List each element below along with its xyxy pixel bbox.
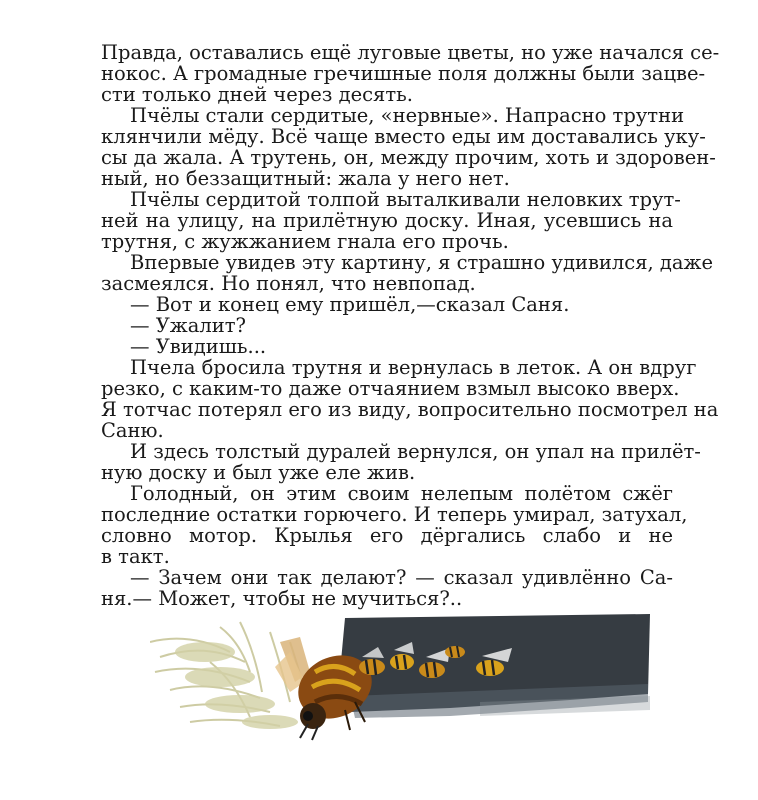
text-line: последние остатки горючего. И теперь умирал, затухал, bbox=[101, 503, 688, 526]
text-line: клянчили мёду. Всё чаще вместо еды им доставались уку- bbox=[101, 125, 706, 148]
text-line: Пчёлы сердитой толпой выталкивали неловких трут- bbox=[130, 188, 681, 211]
grass-tufts bbox=[175, 642, 298, 729]
text-line: Пчела бросила трутня и вернулась в леток. А он вдруг bbox=[130, 356, 697, 379]
text-line: Саню. bbox=[101, 419, 164, 442]
text-line: трутня, с жужжанием гнала его прочь. bbox=[101, 230, 509, 253]
text-line: — Ужалит? bbox=[130, 314, 246, 337]
text-line: словно мотор. Крылья его дёргались слабо и не bbox=[101, 524, 673, 547]
text-line: ную доску и был уже еле жив. bbox=[101, 461, 416, 484]
text-line: Пчёлы стали сердитые, «нервные». Напрасно трутни bbox=[130, 104, 685, 127]
text-line: нокос. А громадные гречишные поля должны были зацве- bbox=[101, 62, 706, 85]
text-line: ный, но беззащитный: жала у него нет. bbox=[101, 167, 510, 190]
text-line: — Увидишь... bbox=[130, 335, 267, 358]
worker-bee bbox=[445, 646, 465, 658]
text-line: сти только дней через десять. bbox=[101, 83, 413, 106]
text-line: Голодный, он этим своим нелепым полётом сжёг bbox=[130, 482, 673, 505]
text-line: ней на улицу, на прилётную доску. Иная, усевшись на bbox=[101, 209, 673, 232]
text-line: — Зачем они так делают? — сказал удивлённо Са- bbox=[130, 566, 673, 589]
text-line: в такт. bbox=[101, 545, 170, 568]
text-line: засмеялся. Но понял, что невпопад. bbox=[101, 272, 476, 295]
text-page bbox=[101, 41, 720, 610]
text-line: Впервые увидев эту картину, я страшно удивился, даже bbox=[130, 251, 714, 274]
text-line: ня.— Может, чтобы не мучиться?.. bbox=[101, 587, 463, 610]
text-line: Я тотчас потерял его из виду, вопросительно посмотрел на bbox=[101, 398, 719, 421]
text-line: резко, с каким-то даже отчаянием взмыл высоко вверх. bbox=[101, 377, 680, 400]
text-line: — Вот и конец ему пришёл,—сказал Саня. bbox=[130, 293, 570, 316]
bee-illustration bbox=[150, 612, 652, 742]
text-line: Правда, оставались ещё луговые цветы, но уже начался се- bbox=[101, 41, 720, 64]
text-line: сы да жала. А трутень, он, между прочим, хоть и здоровен- bbox=[101, 146, 716, 169]
text-line: И здесь толстый дуралей вернулся, он упал на прилёт- bbox=[130, 440, 701, 463]
